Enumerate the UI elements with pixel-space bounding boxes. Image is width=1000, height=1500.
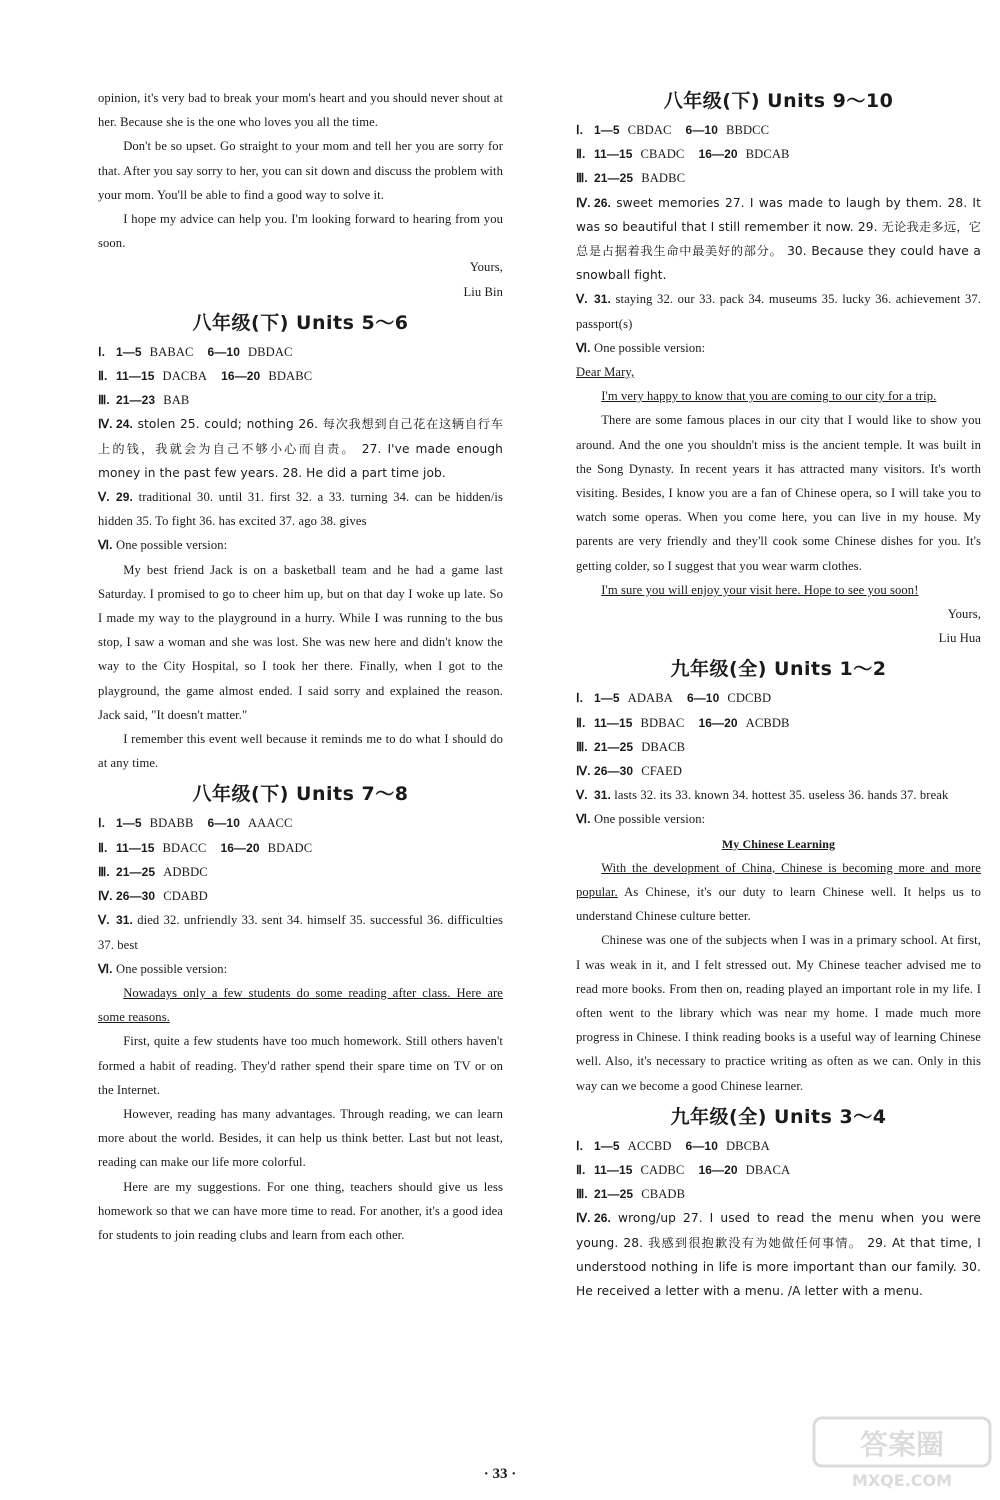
essay-lead: Nowadays only a few students do some reading after class. Here are some reasons. bbox=[98, 985, 503, 1025]
answer-row: Ⅲ. 21—25 BADBC bbox=[576, 171, 686, 186]
essay-paragraph: I remember this event well because it reminds me to do what I should do at any time. bbox=[98, 732, 503, 771]
answer-row: Ⅳ. 26—30 CFAED bbox=[576, 764, 683, 779]
answer-row: Ⅰ. 1—5 ACCBD 6—10 DBCBA bbox=[576, 1138, 770, 1153]
answer-row: Ⅲ. 21—23 BAB bbox=[98, 393, 190, 408]
answer-row: Ⅲ. 21—25 CBADB bbox=[576, 1187, 686, 1202]
answer-row: Ⅱ. 11—15 BDACC 16—20 BDADC bbox=[98, 840, 313, 855]
answer-row: Ⅵ. One possible version: bbox=[576, 812, 706, 827]
letter-greeting: Dear Mary, bbox=[576, 365, 635, 380]
essay-paragraph: With the development of China, Chinese is becoming more and more popular. As Chinese, it's our duty to learn Chinese well. It helps us to understand Chinese culture better. bbox=[576, 860, 981, 924]
answer-row: Ⅴ. 31. died 32. unfriendly 33. sent 34. himself 35. successful 36. difficulties 37. best bbox=[98, 913, 504, 952]
essay-paragraph: However, reading has many advantages. Through reading, we can learn more about the world. Besides, it can help us think better. Last but not least, reading can make our life more colorful. bbox=[98, 1106, 503, 1170]
svg-text:答案圈: 答案圈 bbox=[859, 1428, 945, 1461]
letter-paragraph: Don't be so upset. Go straight to your mom and tell her you are sorry for that. After you say sorry to her, you can sit down and discuss the problem with your mom. You'll be able to find a good way to solve it. bbox=[98, 139, 503, 202]
page-number: · 33 · bbox=[483, 1466, 517, 1482]
answer-row: Ⅰ. 1—5 ADABA 6—10 CDCBD bbox=[576, 691, 772, 706]
answer-row: Ⅳ. 26—30 CDABD bbox=[98, 889, 208, 904]
section-title: 八年级(下) Units 7～8 bbox=[192, 783, 409, 806]
answer-row: Ⅵ. One possible version: bbox=[98, 961, 228, 976]
section-title: 九年级(全) Units 1～2 bbox=[670, 658, 887, 681]
answer-row: Ⅱ. 11—15 BDBAC 16—20 ACBDB bbox=[576, 715, 790, 730]
answer-row: Ⅵ. One possible version: bbox=[576, 340, 706, 355]
answer-row: Ⅱ. 11—15 DACBA 16—20 BDABC bbox=[98, 369, 313, 384]
letter-paragraph: opinion, it's very bad to break your mom's heart and you should never shout at her. Because she is the one who loves you all the time. bbox=[98, 91, 503, 130]
letter-paragraph: I hope my advice can help you. I'm looking forward to hearing from you soon. bbox=[98, 212, 503, 251]
essay-paragraph: Here are my suggestions. For one thing, teachers should give us less homework so that we can have more time to read. For another, it's a good idea for students to join reading clubs and learn from each other. bbox=[98, 1179, 503, 1242]
answer-row: Ⅳ. 26. sweet memories 27. I was made to laugh by them. 28. It was so beautiful that I still remember it now. 29. 无论我走多远，它总是占据着我生命中最美好的部分。 30. Because they could have a snowball fight. bbox=[576, 195, 981, 283]
answer-row: Ⅰ. 1—5 BDABB 6—10 AAACC bbox=[98, 816, 293, 831]
letter-paragraph: There are some famous places in our city that I would like to show you around. And the one you shouldn't miss is the ancient temple. It was built in the Song Dynasty. In recent years it has attracted many visitors. It's worth visiting. Besides, I know you are a fan of Chinese opera, so I will take you to watch some operas. When you come here, you can live in my house. My parents are very friendly and they'll cook some Chinese dishes for you. It's getting colder, so I suggest that you wear warm clothes. bbox=[576, 413, 981, 573]
watermark-logo bbox=[812, 1412, 992, 1492]
letter-closing: Yours, bbox=[469, 260, 503, 275]
essay-paragraph: First, quite a few students have too much homework. Still others haven't formed a habit of reading. They'd rather spend their spare time on TV or on the Internet. bbox=[98, 1034, 503, 1097]
left-column bbox=[98, 86, 503, 1247]
essay-subtitle: My Chinese Learning bbox=[721, 836, 836, 851]
svg-text:MXQE.COM: MXQE.COM bbox=[851, 1471, 953, 1490]
answer-row: Ⅴ. 29. traditional 30. until 31. first 32. a 33. turning 34. can be hidden/is hidden 35. To fight 36. has excited 37. ago 38. gives bbox=[98, 490, 503, 529]
section-title: 九年级(全) Units 3～4 bbox=[670, 1105, 887, 1128]
answer-row: Ⅵ. One possible version: bbox=[98, 538, 228, 553]
right-column bbox=[576, 86, 981, 1303]
letter-signature: Liu Hua bbox=[938, 631, 981, 646]
answer-row: Ⅴ. 31. lasts 32. its 33. known 34. hottest 35. useless 36. hands 37. break bbox=[576, 788, 949, 803]
essay-paragraph: My best friend Jack is on a basketball team and he had a game last Saturday. I promised to go to cheer him up, but on that day I woke up late. So I made my way to the playground in a hurry. While I was running to the bus stop, I saw a woman and she was lost. She was new here and didn't know the way to the City Hospital, so I took her there. Finally, when I got to the playground, the game almost ended. I said sorry and explained the reason. Jack said, "It doesn't matter." bbox=[98, 562, 503, 722]
answer-row: Ⅰ. 1—5 CBDAC 6—10 BBDCC bbox=[576, 123, 770, 137]
essay-paragraph: Chinese was one of the subjects when I was in a primary school. At first, I was weak in it, and I felt stressed out. My Chinese teacher advised me to read more books. From then on, reading played an important role in my life. I often went to the library which was near my home. I made much more progress in Chinese. I think reading books is a useful way of learning Chinese well. Also, it's necessary to practice writing as often as we can. Only in this way can we become a good Chinese learner. bbox=[576, 933, 981, 1093]
answer-row: Ⅰ. 1—5 BABAC 6—10 DBDAC bbox=[98, 344, 293, 359]
answer-row: Ⅲ. 21—25 ADBDC bbox=[98, 864, 208, 879]
letter-close: I'm sure you will enjoy your visit here. Hope to see you soon! bbox=[601, 582, 919, 597]
answer-row: Ⅳ. 24. stolen 25. could; nothing 26. 每次我想到自己花在这辆自行车上的钱，我就会为自己不够小心而自责。 27. I've made enough money in the past few years. 28. He did a part time job. bbox=[98, 417, 503, 480]
section-title: 八年级(下) Units 5～6 bbox=[192, 311, 409, 334]
answer-row: Ⅱ. 11—15 CBADC 16—20 BDCAB bbox=[576, 147, 790, 162]
answer-row: Ⅱ. 11—15 CADBC 16—20 DBACA bbox=[576, 1162, 791, 1177]
answer-row: Ⅴ. 31. staying 32. our 33. pack 34. museums 35. lucky 36. achievement 37. passport(s) bbox=[576, 292, 981, 331]
section-title: 八年级(下) Units 9～10 bbox=[663, 90, 894, 112]
letter-closing: Yours, bbox=[947, 607, 981, 622]
letter-lead: I'm very happy to know that you are coming to our city for a trip. bbox=[601, 389, 937, 404]
answer-row: Ⅲ. 21—25 DBACB bbox=[576, 739, 686, 754]
answer-row: Ⅳ. 26. wrong/up 27. I used to read the menu when you were young. 28. 我感到很抱歉没有为她做任何事情。 29. At that time, I understood nothing in life is more important than our family. 30. He received a letter with a menu. /A letter with a menu. bbox=[576, 1211, 982, 1298]
letter-signature: Liu Bin bbox=[463, 284, 503, 299]
